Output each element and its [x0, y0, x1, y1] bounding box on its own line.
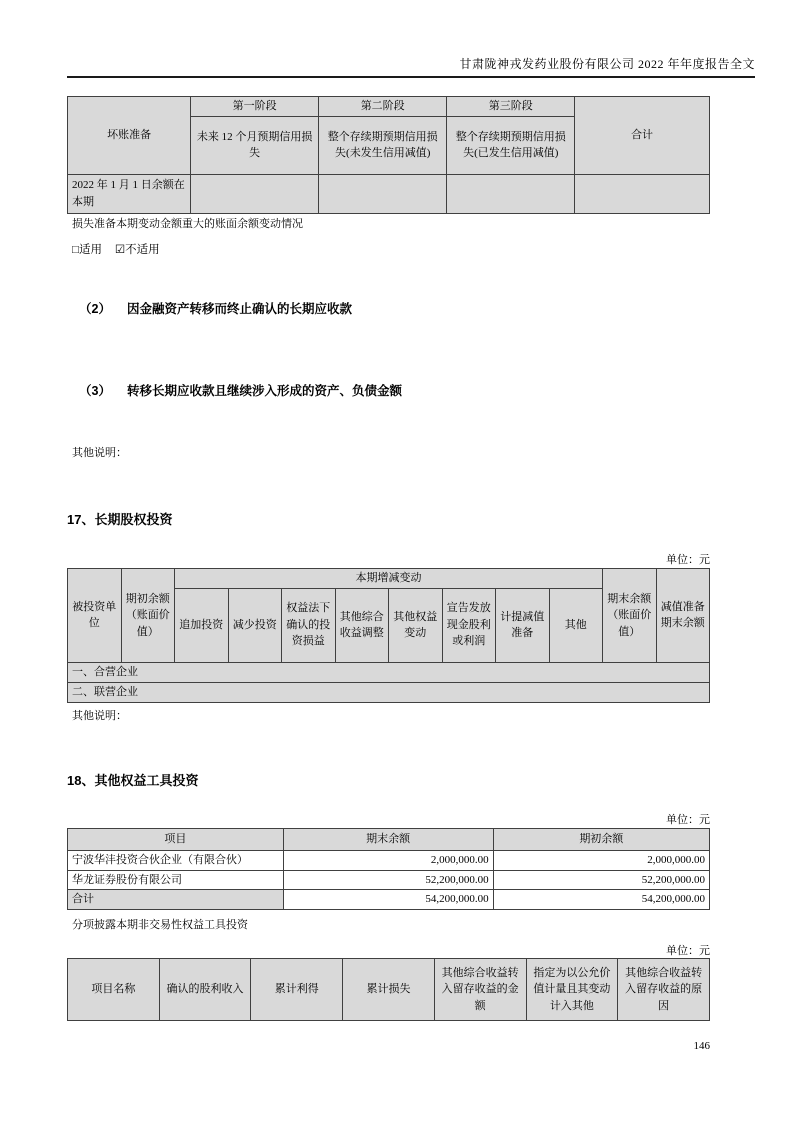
- cell-total-label: 合计: [68, 890, 284, 910]
- table-row-total: [68, 890, 710, 910]
- cell-end-balance: 2,000,000.00: [283, 851, 493, 871]
- heading-section-17: 17、长期股权投资: [67, 512, 173, 527]
- heading-section-18: 18、其他权益工具投资: [67, 773, 199, 788]
- heading-section-2: [79, 299, 352, 317]
- col-subheader: 宣告发放现金股利或利润: [442, 588, 496, 662]
- col-subheader: 权益法下确认的投资损益: [282, 588, 336, 662]
- table-row: [68, 851, 710, 871]
- cell-total-begin: 54,200,000.00: [493, 890, 709, 910]
- col-group-change: 本期增减变动: [175, 569, 603, 589]
- col-header-designation-reason: 指定为以公允价值计量且其变动计入其他: [526, 959, 618, 1021]
- cell-begin-balance: 52,200,000.00: [493, 870, 709, 890]
- row-label-balance: 2022 年 1 月 1 日余额在本期: [68, 174, 191, 213]
- col-header-begin-balance: 期初余额: [493, 829, 709, 851]
- unit-label: 单位：元: [666, 945, 710, 957]
- col-header-stage1: 第一阶段: [191, 97, 319, 117]
- empty-cell: [191, 174, 319, 213]
- nontrading-note: 分项披露本期非交易性权益工具投资: [72, 919, 248, 931]
- heading-text: 因金融资产转移而终止确认的长期应收款: [126, 302, 352, 316]
- heading-text: 转移长期应收款且继续涉入形成的资产、负债金额: [126, 384, 402, 398]
- checkbox-applicable: □适用: [72, 244, 102, 256]
- long-term-equity-table: [67, 568, 710, 703]
- col-header-item-name: 项目名称: [68, 959, 160, 1021]
- col-header-bad-debt: 坏账准备: [68, 97, 191, 175]
- empty-cell: [575, 174, 710, 213]
- unit-label: 单位：元: [666, 814, 710, 826]
- unit-label: 单位：元: [666, 554, 710, 566]
- cell-total-end: 54,200,000.00: [283, 890, 493, 910]
- header-rule: [67, 76, 755, 78]
- col-header-oci-transfer-reason: 其他综合收益转入留存收益的原因: [618, 959, 710, 1021]
- heading-section-3: [79, 381, 402, 399]
- col-subheader-stage3: 整个存续期预期信用损失(已发生信用减值): [447, 116, 575, 174]
- table-row: [68, 870, 710, 890]
- col-subheader: 其他: [549, 588, 603, 662]
- bad-debt-provision-table: [67, 96, 710, 214]
- col-header-end-balance: 期末余额（账面价值）: [603, 569, 657, 663]
- col-header-accumulated-losses: 累计损失: [343, 959, 435, 1021]
- col-header-end-balance: 期末余额: [283, 829, 493, 851]
- heading-number: （2）: [79, 302, 111, 316]
- checkbox-not-applicable: ☑不适用: [114, 244, 160, 256]
- other-equity-instruments-table: [67, 828, 710, 910]
- loss-provision-note: 损失准备本期变动金额重大的账面余额变动情况: [72, 218, 303, 230]
- cell-begin-balance: 2,000,000.00: [493, 851, 709, 871]
- col-header-item: 项目: [68, 829, 284, 851]
- col-header-stage2: 第二阶段: [319, 97, 447, 117]
- col-subheader: 计提减值准备: [496, 588, 550, 662]
- other-note: 其他说明：: [72, 710, 127, 722]
- nontrading-equity-table: [67, 958, 710, 1021]
- col-subheader-stage2: 整个存续期预期信用损失(未发生信用减值): [319, 116, 447, 174]
- empty-cell: [447, 174, 575, 213]
- page-number: 146: [693, 1040, 710, 1052]
- col-header-begin-balance: 期初余额（账面价值）: [121, 569, 175, 663]
- col-subheader: 追加投资: [175, 588, 229, 662]
- table-row-joint-ventures: 一、合营企业: [68, 662, 710, 682]
- cell-item-name: 宁波华沣投资合伙企业（有限合伙）: [68, 851, 284, 871]
- col-header-investee: 被投资单位: [68, 569, 122, 663]
- heading-number: （3）: [79, 384, 111, 398]
- empty-cell: [319, 174, 447, 213]
- col-header-accumulated-gains: 累计利得: [251, 959, 343, 1021]
- col-header-dividend-income: 确认的股利收入: [159, 959, 251, 1021]
- col-subheader-stage1: 未来 12 个月预期信用损失: [191, 116, 319, 174]
- col-header-total: 合计: [575, 97, 710, 175]
- col-subheader: 其他综合收益调整: [335, 588, 389, 662]
- applicability-line: [72, 241, 170, 257]
- table-row-associates: 二、联营企业: [68, 682, 710, 702]
- col-header-impairment: 减值准备期末余额: [656, 569, 710, 663]
- cell-end-balance: 52,200,000.00: [283, 870, 493, 890]
- col-header-oci-transferred-amount: 其他综合收益转入留存收益的金额: [434, 959, 526, 1021]
- col-header-stage3: 第三阶段: [447, 97, 575, 117]
- col-subheader: 其他权益变动: [389, 588, 443, 662]
- doc-header: [67, 55, 755, 72]
- col-subheader: 减少投资: [228, 588, 282, 662]
- cell-item-name: 华龙证券股份有限公司: [68, 870, 284, 890]
- doc-header-title: 甘肃陇神戎发药业股份有限公司 2022 年年度报告全文: [459, 57, 755, 71]
- other-note: 其他说明：: [72, 447, 127, 459]
